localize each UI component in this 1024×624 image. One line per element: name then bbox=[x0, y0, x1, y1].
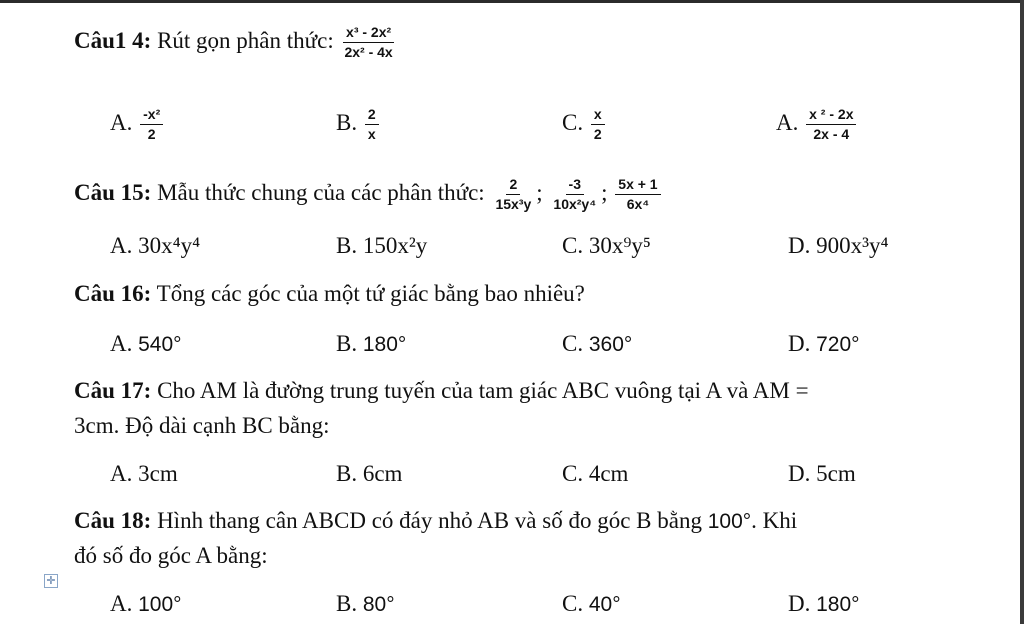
option-text: 900x³y⁴ bbox=[816, 233, 889, 258]
option-letter: D. bbox=[788, 591, 811, 616]
fraction-denominator: 2 bbox=[593, 126, 602, 142]
option-d bbox=[788, 330, 860, 359]
top-edge bbox=[0, 0, 1024, 3]
option-text: 6cm bbox=[362, 461, 403, 486]
fraction-numerator: -3 bbox=[566, 176, 584, 195]
option-text: 5cm bbox=[816, 461, 856, 486]
fraction-denominator: 6x⁴ bbox=[626, 196, 650, 212]
option-text: 3cm bbox=[138, 461, 178, 486]
option-letter: C. bbox=[562, 109, 584, 135]
option-text: 540° bbox=[138, 333, 182, 356]
option-d bbox=[776, 106, 858, 143]
question-text: Cho AM là đường trung tuyến của tam giác ABC vuông tại A và AM = bbox=[157, 378, 809, 403]
question-label: Câu 15: bbox=[74, 179, 152, 205]
question-14 bbox=[74, 24, 398, 61]
option-text: 80° bbox=[362, 593, 395, 616]
option-letter: A. bbox=[776, 109, 799, 135]
option-a bbox=[110, 106, 165, 143]
option-a bbox=[110, 460, 178, 488]
question-text: 3cm. Độ dài cạnh BC bằng: bbox=[74, 413, 330, 438]
fraction-numerator: 2 bbox=[365, 106, 379, 125]
question-text: đó số đo góc A bằng: bbox=[74, 543, 268, 568]
option-text: 720° bbox=[816, 333, 860, 356]
question-17 bbox=[74, 377, 809, 405]
question-16 bbox=[74, 280, 585, 308]
move-anchor-icon[interactable]: ✛ bbox=[44, 574, 58, 588]
option-letter: B. bbox=[336, 461, 358, 486]
fraction-numerator: 5x + 1 bbox=[615, 176, 660, 195]
fraction bbox=[591, 106, 605, 143]
option-b bbox=[336, 330, 406, 359]
fraction-numerator: x bbox=[591, 106, 605, 125]
option-letter: A. bbox=[110, 109, 133, 135]
option-a bbox=[110, 232, 200, 260]
option-letter: B. bbox=[336, 109, 358, 135]
question-text: Mẫu thức chung của các phân thức: bbox=[157, 179, 485, 205]
question-text: Hình thang cân ABCD có đáy nhỏ AB và số đo góc B bằng bbox=[157, 508, 702, 533]
option-text: 180° bbox=[362, 333, 407, 356]
option-c bbox=[562, 232, 651, 260]
option-letter: C. bbox=[562, 591, 584, 616]
option-text: 180° bbox=[816, 593, 860, 616]
option-text: 4cm bbox=[588, 461, 629, 486]
question-text: Tổng các góc của một tứ giác bằng bao nhiêu? bbox=[156, 281, 585, 306]
option-a bbox=[110, 590, 182, 619]
fraction-denominator: 15x³y bbox=[495, 196, 532, 212]
option-c bbox=[562, 590, 621, 619]
option-b bbox=[336, 232, 427, 260]
question-17-line-2 bbox=[74, 412, 330, 440]
option-letter: A. bbox=[110, 233, 133, 258]
question-15 bbox=[74, 176, 663, 213]
option-c bbox=[562, 106, 607, 143]
option-b bbox=[336, 460, 402, 488]
separator: ; bbox=[536, 179, 543, 205]
option-a bbox=[110, 330, 182, 359]
option-b bbox=[336, 590, 395, 619]
option-d bbox=[788, 460, 856, 488]
option-text: 30x⁹y⁵ bbox=[588, 233, 651, 258]
question-label: Câu1 4: bbox=[74, 27, 152, 53]
fraction-denominator: 2x - 4 bbox=[813, 126, 850, 142]
option-letter: D. bbox=[788, 461, 811, 486]
option-d bbox=[788, 232, 889, 260]
fraction bbox=[615, 176, 660, 213]
option-letter: C. bbox=[562, 461, 584, 486]
option-letter: D. bbox=[788, 331, 811, 356]
question-label: Câu 18: bbox=[74, 508, 152, 533]
question-text: Rút gọn phân thức: bbox=[157, 27, 334, 53]
fraction-denominator: 2 bbox=[147, 126, 156, 142]
fraction-denominator: x bbox=[367, 126, 376, 142]
option-letter: B. bbox=[336, 331, 358, 356]
fraction-numerator: -x² bbox=[140, 106, 163, 125]
fraction bbox=[550, 176, 599, 213]
fraction-numerator: x³ - 2x² bbox=[343, 24, 394, 43]
question-18-line-2 bbox=[74, 542, 268, 570]
option-letter: C. bbox=[562, 233, 584, 258]
option-text: 360° bbox=[588, 333, 633, 356]
fraction bbox=[365, 106, 379, 143]
fraction-numerator: x ² - 2x bbox=[806, 106, 856, 125]
fraction-denominator: 10x²y⁴ bbox=[553, 196, 597, 212]
fraction bbox=[341, 24, 395, 61]
option-b bbox=[336, 106, 381, 143]
fraction bbox=[492, 176, 534, 213]
option-letter: B. bbox=[336, 233, 358, 258]
option-letter: D. bbox=[788, 233, 811, 258]
option-d bbox=[788, 590, 860, 619]
option-letter: C. bbox=[562, 331, 584, 356]
question-text-end: . Khi bbox=[751, 508, 798, 533]
angle-value: 100° bbox=[707, 510, 752, 533]
option-text: 150x²y bbox=[362, 233, 428, 258]
right-edge bbox=[1020, 0, 1024, 624]
option-text: 30x⁴y⁴ bbox=[138, 233, 201, 258]
option-letter: B. bbox=[336, 591, 358, 616]
separator: ; bbox=[601, 179, 608, 205]
question-label: Câu 17: bbox=[74, 378, 152, 403]
question-18 bbox=[74, 507, 797, 536]
option-letter: A. bbox=[110, 461, 133, 486]
option-c bbox=[562, 330, 632, 359]
question-label: Câu 16: bbox=[74, 281, 152, 306]
fraction-numerator: 2 bbox=[506, 176, 520, 195]
option-text: 100° bbox=[138, 593, 182, 616]
option-c bbox=[562, 460, 628, 488]
fraction-denominator: 2x² - 4x bbox=[344, 44, 393, 60]
fraction bbox=[806, 106, 856, 143]
fraction bbox=[140, 106, 163, 143]
option-text: 40° bbox=[588, 593, 621, 616]
option-letter: A. bbox=[110, 331, 133, 356]
option-letter: A. bbox=[110, 591, 133, 616]
